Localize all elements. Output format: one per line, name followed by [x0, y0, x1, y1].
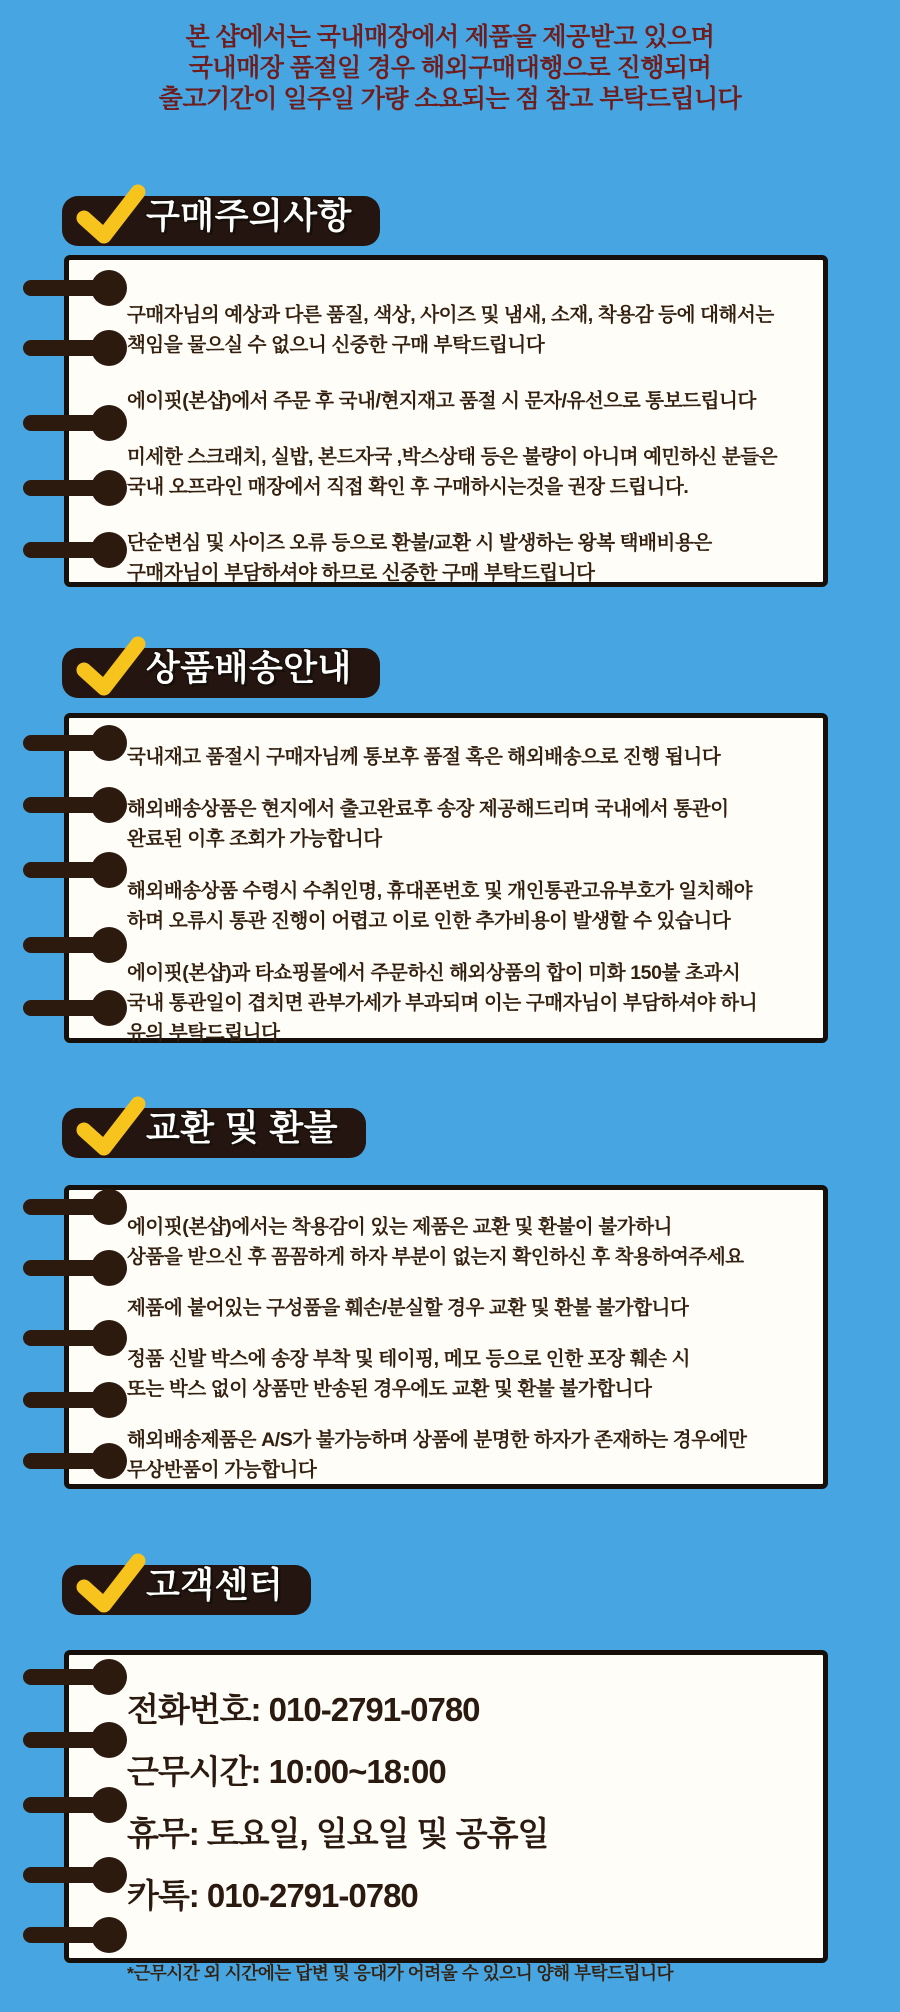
binder-pin — [23, 927, 153, 963]
top-notice-line: 국내매장 품절일 경우 해외구매대행으로 진행되며 — [188, 54, 712, 82]
binder-pin — [23, 725, 153, 761]
check-icon — [72, 180, 150, 257]
notice-item: 에이핏(본샵)에서는 착용감이 있는 제품은 교환 및 환불이 불가하니 상품을 받으신 후 꼼꼼하게 하자 부분이 없는지 확인하신 후 착용하여주세요 — [127, 1216, 744, 1268]
binder-pin — [23, 1250, 153, 1286]
notice-item: 정품 신발 박스에 송장 부착 및 테이핑, 메모 등으로 인한 포장 훼손 시 또는 박스 없이 상품만 반송된 경우에도 교환 및 환불 불가합니다 — [127, 1348, 691, 1400]
binder-pin — [23, 330, 153, 366]
check-icon — [72, 1092, 150, 1169]
notice-item: 해외배송상품은 현지에서 출고완료후 송장 제공해드리며 국내에서 통관이 완료된 이후 조회가 가능합니다 — [127, 798, 729, 850]
exchange-refund-box — [64, 1185, 828, 1489]
section-badge — [62, 648, 380, 698]
purchase-precautions-box — [64, 255, 828, 587]
section-header-exchange-refund — [62, 1108, 366, 1158]
phone-number-row: 전화번호: 010-2791-0780 — [127, 1691, 480, 1728]
binder-pin — [23, 1722, 153, 1758]
notice-item: 미세한 스크래치, 실밥, 본드자국 ,박스상태 등은 불량이 아니며 예민하신 분들은 국내 오프라인 매장에서 직접 확인 후 구매하시는것을 권장 드립니다. — [127, 446, 778, 498]
binder-pin — [23, 990, 153, 1026]
kakao-talk-row: 카톡: 010-2791-0780 — [127, 1877, 418, 1914]
notice-item: 해외배송제품은 A/S가 불가능하며 상품에 분명한 하자가 존재하는 경우에만 무상반품이 가능합니다 — [127, 1429, 747, 1481]
notice-item: 단순변심 및 사이즈 오류 등으로 환불/교환 시 발생하는 왕복 택배비용은 구매자님이 부담하셔야 하므로 신중한 구매 부탁드립니다 — [127, 532, 712, 584]
section-badge — [62, 1565, 311, 1615]
section-header-purchase-precautions — [62, 196, 380, 246]
binder-pin — [23, 532, 153, 568]
customer-center-box — [64, 1650, 828, 1983]
section-header-customer-center — [62, 1565, 311, 1615]
binder-pin — [23, 787, 153, 823]
binder-pin — [23, 1382, 153, 1418]
binder-pin — [23, 1659, 153, 1695]
customer-center-note: *근무시간 외 시간에는 답변 및 응대가 어려울 수 있으니 양해 부탁드립니다 — [127, 1963, 674, 1983]
check-icon — [72, 632, 150, 709]
top-notice-line: 출고기간이 일주일 가량 소요되는 점 참고 부탁드립니다 — [158, 85, 742, 113]
section-badge — [62, 1108, 366, 1158]
binder-pin — [23, 1189, 153, 1225]
binder-pin — [23, 1787, 153, 1823]
working-hours-row: 근무시간: 10:00~18:00 — [127, 1753, 446, 1790]
binder-pin — [23, 1443, 153, 1479]
binder-pin — [23, 852, 153, 888]
check-icon — [72, 1549, 150, 1626]
section-title: 교환 및 환불 — [146, 1109, 338, 1148]
notice-item: 구매자님의 예상과 다른 품질, 색상, 사이즈 및 냄새, 소재, 착용감 등에 대해서는 책임을 물으실 수 없으니 신중한 구매 부탁드립니다 — [127, 304, 774, 356]
binder-pin — [23, 470, 153, 506]
section-title: 구매주의사항 — [146, 197, 352, 236]
notice-item: 해외배송상품 수령시 수취인명, 휴대폰번호 및 개인통관고유부호가 일치해야 하며 오류시 통관 진행이 어렵고 이로 인한 추가비용이 발생할 수 있습니다 — [127, 880, 753, 932]
top-notice — [0, 22, 900, 115]
binder-pin — [23, 1917, 153, 1953]
notice-item: 국내재고 품절시 구매자님께 통보후 품절 혹은 해외배송으로 진행 됩니다 — [127, 746, 721, 768]
top-notice-line: 본 샵에서는 국내매장에서 제품을 제공받고 있으며 — [185, 23, 715, 51]
section-header-shipping-info — [62, 648, 380, 698]
binder-pin — [23, 270, 153, 306]
notice-item: 제품에 붙어있는 구성품을 훼손/분실할 경우 교환 및 환불 불가합니다 — [127, 1297, 689, 1319]
section-badge — [62, 196, 380, 246]
binder-pin — [23, 1320, 153, 1356]
notice-item: 에이핏(본샵)과 타쇼핑몰에서 주문하신 해외상품의 합이 미화 150불 초과시 국내 통관일이 겹치면 관부가세가 부과되며 이는 구매자님이 부담하셔야 하니 유의 부탁드립니다 — [127, 962, 758, 1044]
closed-days-row: 휴무: 토요일, 일요일 및 공휴일 — [127, 1815, 549, 1852]
binder-pin — [23, 405, 153, 441]
shipping-info-box — [64, 713, 828, 1043]
binder-pin — [23, 1857, 153, 1893]
notice-item: 에이핏(본샵)에서 주문 후 국내/현지재고 품절 시 문자/유선으로 통보드립니다 — [127, 390, 756, 412]
section-title: 상품배송안내 — [146, 649, 352, 688]
section-title: 고객센터 — [146, 1566, 284, 1605]
